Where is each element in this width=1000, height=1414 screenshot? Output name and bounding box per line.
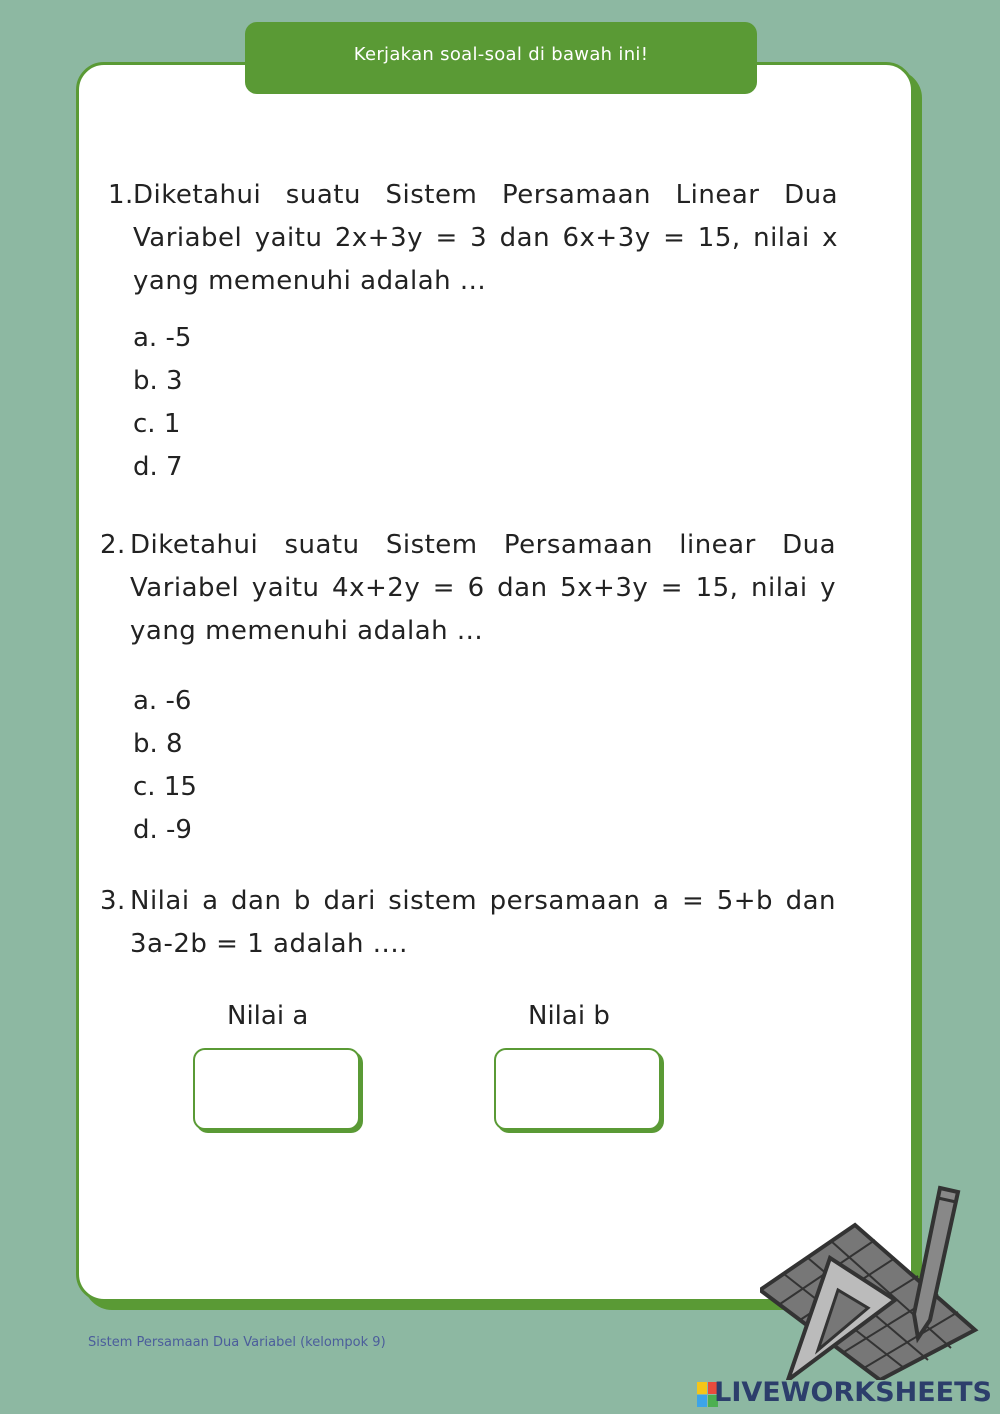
option-d[interactable]: d. -9 <box>133 815 192 845</box>
footer-caption: Sistem Persamaan Dua Variabel (kelompok 9) <box>88 1335 386 1350</box>
option-b[interactable]: b. 8 <box>133 729 183 759</box>
option-a[interactable]: a. -6 <box>133 686 192 716</box>
answer-input-b[interactable] <box>494 1048 661 1130</box>
instruction-banner: Kerjakan soal-soal di bawah ini! <box>245 22 757 94</box>
question-3 <box>100 880 836 966</box>
option-d[interactable]: d. 7 <box>133 452 183 482</box>
question-1 <box>108 174 838 303</box>
liveworksheets-logo: LIVEWORKSHEETS <box>714 1377 992 1408</box>
answer-label-a: Nilai a <box>227 1001 309 1031</box>
question-text: Diketahui suatu Sistem Persamaan Linear Dua Variabel yaitu 2x+3y = 3 dan 6x+3y = 15, nilai x yang memenuhi adalah ... <box>133 180 838 296</box>
question-2 <box>100 524 836 653</box>
question-2-options <box>133 680 197 852</box>
question-number: 1. <box>108 180 134 210</box>
option-c[interactable]: c. 15 <box>133 772 197 802</box>
question-number: 3. <box>100 886 126 916</box>
option-b[interactable]: b. 3 <box>133 366 183 396</box>
question-1-options <box>133 317 191 489</box>
question-text: Nilai a dan b dari sistem persamaan a = 5+b dan 3a-2b = 1 adalah .... <box>130 886 836 959</box>
option-a[interactable]: a. -5 <box>133 323 192 353</box>
option-c[interactable]: c. 1 <box>133 409 181 439</box>
question-number: 2. <box>100 530 126 560</box>
answer-label-b: Nilai b <box>528 1001 610 1031</box>
answer-input-a[interactable] <box>193 1048 360 1130</box>
geometry-tools-illustration <box>760 1180 990 1380</box>
question-text: Diketahui suatu Sistem Persamaan linear Dua Variabel yaitu 4x+2y = 6 dan 5x+3y = 15, nilai y yang memenuhi adalah ... <box>130 530 836 646</box>
